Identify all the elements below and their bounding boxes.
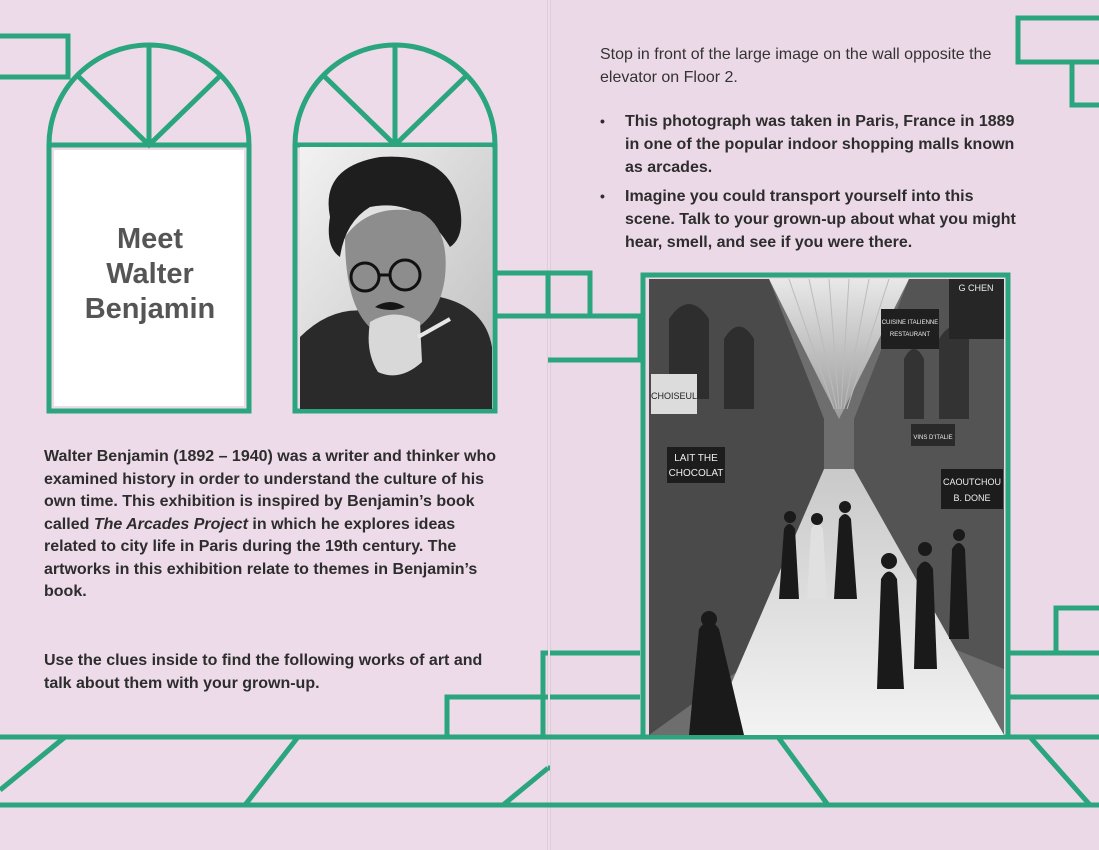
sign-chocolat: CHOCOLAT [668, 468, 724, 479]
title-line: Walter [106, 258, 194, 290]
bullet-text: Imagine you could transport yourself into this scene. Talk to your grown-up about what you might hear, smell, and see if you were there. [625, 188, 1016, 251]
title-line: Benjamin [84, 293, 216, 325]
bullet-icon: • [600, 188, 605, 204]
sign-choiseul: CHOISEUL [650, 391, 698, 401]
sign-chen: G CHEN [958, 283, 994, 293]
bio-paragraph [44, 446, 504, 604]
book-title: The Arcades Project [93, 515, 248, 533]
bullet-list [597, 110, 1027, 260]
sign-lait: LAIT THE [674, 453, 718, 464]
arcade-photo [649, 279, 1004, 735]
bio-text: in which he explores ideas related to city life in Paris during the 19th century. The artworks in this exhibition relate to themes in Benjamin’s book. [44, 515, 478, 600]
clues-paragraph: Use the clues inside to find the following works of art and talk about them with your grown-up. [44, 652, 483, 692]
sign-cuisine: CUISINE ITALIENNE [881, 320, 939, 326]
sign-dones: B. DONE [953, 493, 991, 503]
sign-caoutchouc: CAOUTCHOU [943, 477, 1001, 487]
bullet-icon: • [600, 113, 605, 129]
title-line: Meet [116, 223, 184, 255]
list-item [597, 110, 1027, 179]
bio-text: Walter Benjamin (1892 – 1940) was a writer and thinker who examined history in order to understand the culture of his own time. This exhibition is inspired by Benjamin’s book called [44, 448, 497, 533]
bullet-text: This photograph was taken in Paris, France in 1889 in one of the popular indoor shopping malls known as arcades. [625, 113, 1015, 176]
sign-restaurant: RESTAURANT [889, 332, 931, 338]
sign-vins: VINS D’ITALIE [913, 435, 953, 441]
list-item [597, 185, 1027, 254]
intro-paragraph: Stop in front of the large image on the wall opposite the elevator on Floor 2. [600, 46, 992, 86]
page-title [56, 222, 244, 327]
portrait-photo [300, 147, 492, 409]
